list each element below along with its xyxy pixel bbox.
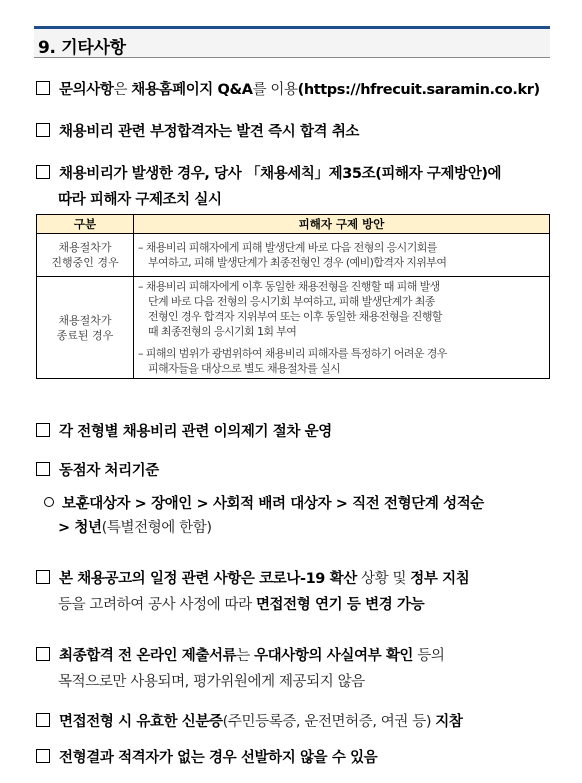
id-c: 지참 xyxy=(435,714,463,730)
item-remedy-line1: 채용비리가 발생한 경우, 당사 「채용세칙」제35조(피해자 구제방안)에 xyxy=(59,166,502,182)
item-remedy-line2: 따라 피해자 구제조치 실시 xyxy=(58,192,222,208)
docs-d: 등의 xyxy=(413,648,445,664)
remedy-line: 때 최종전형의 응시기회 1회 부여 xyxy=(148,325,297,338)
checkbox-square-icon xyxy=(36,462,50,476)
table-cell-category xyxy=(37,277,134,379)
table-header-category: 구분 xyxy=(37,215,134,234)
inquiry-text-c: 를 이용 xyxy=(252,82,298,98)
schedule-b: 상황 및 xyxy=(356,571,411,587)
docs-a: 최종합격 전 온라인 제출서류 xyxy=(59,648,237,664)
tiebreak-line1: 보훈대상자 > 장애인 > 사회적 배려 대상자 > 직전 전형단계 성적순 xyxy=(62,496,484,512)
docs-b: 는 xyxy=(236,648,255,664)
checkbox-square-icon xyxy=(36,123,50,137)
id-a: 면접전형 시 유효한 신분증 xyxy=(59,714,223,730)
schedule-a: 본 채용공고의 일정 관련 사항은 코로나-19 확산 xyxy=(59,571,357,587)
checkbox-square-icon xyxy=(36,165,50,179)
item-appeal xyxy=(36,418,332,446)
item-inquiry xyxy=(36,76,540,104)
item-tiebreak-text: 동점자 처리기준 xyxy=(59,463,159,479)
item-no-selection-text: 전형결과 적격자가 없는 경우 선발하지 않을 수 있음 xyxy=(59,750,378,766)
table-row xyxy=(37,277,550,379)
checkbox-square-icon xyxy=(36,713,50,727)
inquiry-text-a: 은 xyxy=(113,82,132,98)
inquiry-url[interactable]: (https://hfrecuit.saramin.co.kr) xyxy=(297,82,540,98)
checkbox-square-icon xyxy=(36,570,50,584)
section-header xyxy=(34,26,550,58)
cat-line: 채용절차가 xyxy=(58,241,112,254)
tiebreak-note: (특별전형에 한함) xyxy=(101,520,212,536)
item-no-selection xyxy=(36,744,377,772)
cat-line: 채용절차가 xyxy=(58,313,112,327)
remedy-line: – 채용비리 피해자에게 피해 발생단계 바로 다음 전형의 응시기회를 xyxy=(138,241,437,254)
item-documents-line2: 목적으로만 사용되며, 평가위원에게 제공되지 않음 xyxy=(58,674,365,690)
remedy-line: 부여하고, 피해 발생단계가 최종전형인 경우 (예비)합격자 지위부여 xyxy=(148,256,447,269)
remedy-line: 전형인 경우 합격자 지위부여 또는 이후 동일한 채용전형을 진행할 xyxy=(148,310,442,323)
item-remedy xyxy=(36,160,501,188)
remedy-line: 피해자들을 대상으로 별도 채용절차를 실시 xyxy=(148,362,341,375)
item-schedule-line2 xyxy=(58,591,424,619)
section-title: 9. 기타사항 xyxy=(38,38,126,58)
table-cell-category xyxy=(37,234,134,277)
remedy-line: – 채용비리 피해자에게 이후 동일한 채용전형을 진행할 때 피해 발생 xyxy=(138,280,440,293)
table-cell-remedy xyxy=(134,234,550,277)
checkbox-square-icon xyxy=(36,749,50,763)
table-cell-remedy xyxy=(134,277,550,379)
item-documents xyxy=(36,642,444,670)
tiebreak-line2 xyxy=(58,514,212,542)
table-header-remedy: 피해자 구제 방안 xyxy=(134,215,550,234)
cat-line: 진행중인 경우 xyxy=(51,256,119,269)
item-tiebreak xyxy=(36,457,159,485)
item-cancel-text: 채용비리 관련 부정합격자는 발견 즉시 합격 취소 xyxy=(59,124,360,140)
item-cancel xyxy=(36,118,359,146)
circle-bullet-icon xyxy=(44,497,54,507)
cat-line: 종료된 경우 xyxy=(56,328,114,342)
remedy-line: – 피해의 범위가 광범위하여 채용비리 피해자를 특정하기 어려운 경우 xyxy=(138,347,447,360)
checkbox-square-icon xyxy=(36,423,50,437)
checkbox-square-icon xyxy=(36,647,50,661)
remedy-table xyxy=(36,214,550,379)
item-schedule xyxy=(36,565,469,593)
id-b: (주민등록증, 운전면허증, 여권 등) xyxy=(222,714,436,730)
item-id xyxy=(36,708,463,736)
tiebreak-youth: > 청년 xyxy=(58,520,102,536)
inquiry-label: 문의사항 xyxy=(59,82,114,98)
docs-c: 우대사항의 사실여부 확인 xyxy=(254,648,414,664)
checkbox-square-icon xyxy=(36,81,50,95)
schedule-d: 등을 고려하여 공사 사정에 따라 xyxy=(58,597,256,613)
schedule-e: 면접전형 연기 등 변경 가능 xyxy=(255,597,425,613)
schedule-c: 정부 지침 xyxy=(410,571,470,587)
table-row xyxy=(37,234,550,277)
remedy-line: 단계 바로 다음 전형의 응시기회 부여하고, 피해 발생단계가 최종 xyxy=(148,295,435,308)
inquiry-qa: 채용홈페이지 Q&A xyxy=(131,82,253,98)
item-appeal-text: 각 전형별 채용비리 관련 이의제기 절차 운영 xyxy=(59,424,332,440)
